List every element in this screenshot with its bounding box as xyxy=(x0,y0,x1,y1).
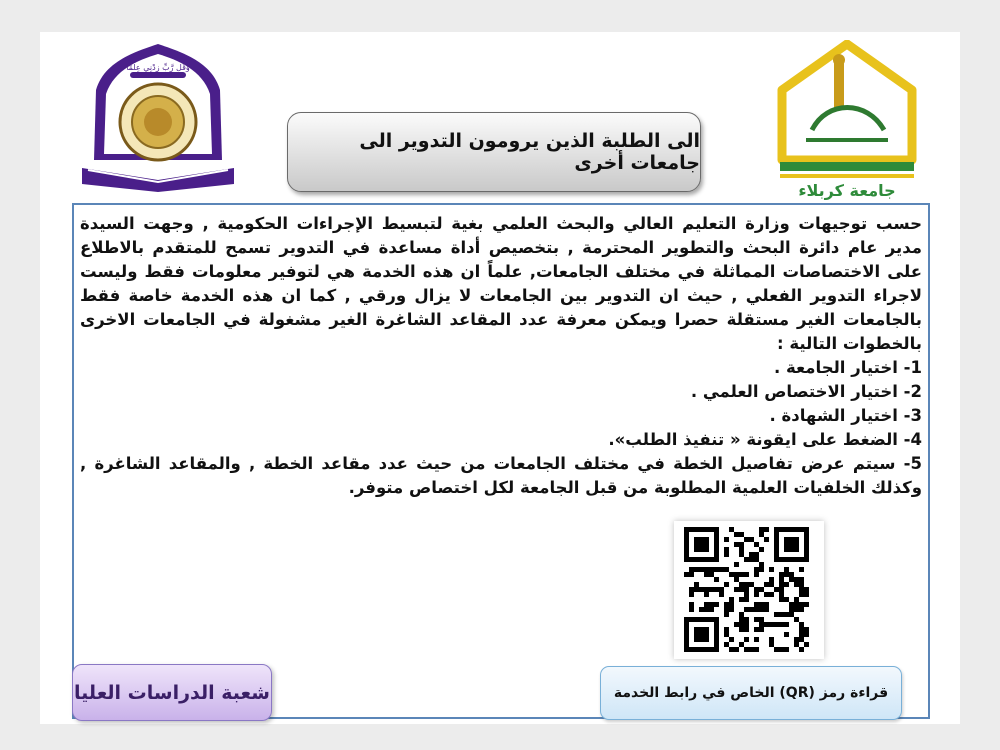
intro-paragraph: حسب توجيهات وزارة التعليم العالي والبحث العلمي بغية لتبسيط الإجراءات الحكومية , وجهت السيدة مدير عام دائرة البحث والتطوير المحترمة , بتخصيص أداة مساعدة في التدوير تسمح للمتقدم بالاطلاع على الاختصاصات المماثلة في مختلف الجامعات, علماً ان هذه الخدمة هي لتوفير معلومات فقط وليست لاجراء التدوير الفعلي , حيث ان التدوير بين الجامعات لا يزال ورقي , كما ان هذه الخدمة خاصة فقط بالجامعات الغير مستقلة حصرا ويمكن معرفة عدد المقاعد الشاغرة الغير مشغولة في الجامعات الاخرى بالخطوات التالية : xyxy=(80,214,922,353)
university-of-kerbala-logo xyxy=(772,40,922,200)
steps-list xyxy=(80,356,922,500)
step-item: 2- اختيار الاختصاص العلمي . xyxy=(690,382,922,401)
step-item: 4- الضغط على ايقونة « تنفيذ الطلب». xyxy=(608,430,922,449)
svg-text:وَقُل رَّبِّ زِدْنِي عِلْمًا: وَقُل رَّبِّ زِدْنِي عِلْمًا xyxy=(126,63,190,72)
announcement-body xyxy=(80,212,922,500)
department-label: شعبة الدراسات العليا xyxy=(72,664,272,721)
step-item: 1- اختيار الجامعة . xyxy=(773,358,922,377)
qr-code-graphic xyxy=(684,527,814,653)
step-item: 3- اختيار الشهادة . xyxy=(769,406,922,425)
page-title: الى الطلبة الذين يرومون التدوير الى جامعات أخرى xyxy=(287,112,701,192)
svg-text:جامعة كربلاء: جامعة كربلاء xyxy=(798,181,896,200)
qr-caption: قراءة رمز (QR) الخاص في رابط الخدمة xyxy=(600,666,902,720)
university-seal-logo xyxy=(74,40,242,194)
qr-code[interactable] xyxy=(674,521,824,659)
step-item: 5- سيتم عرض تفاصيل الخطة في مختلف الجامعات من حيث عدد مقاعد الخطة , والمقاعد الشاغرة , وكذلك الخلفيات العلمية المطلوبة من قبل الجامعة لكل اختصاص متوفر. xyxy=(80,454,922,497)
